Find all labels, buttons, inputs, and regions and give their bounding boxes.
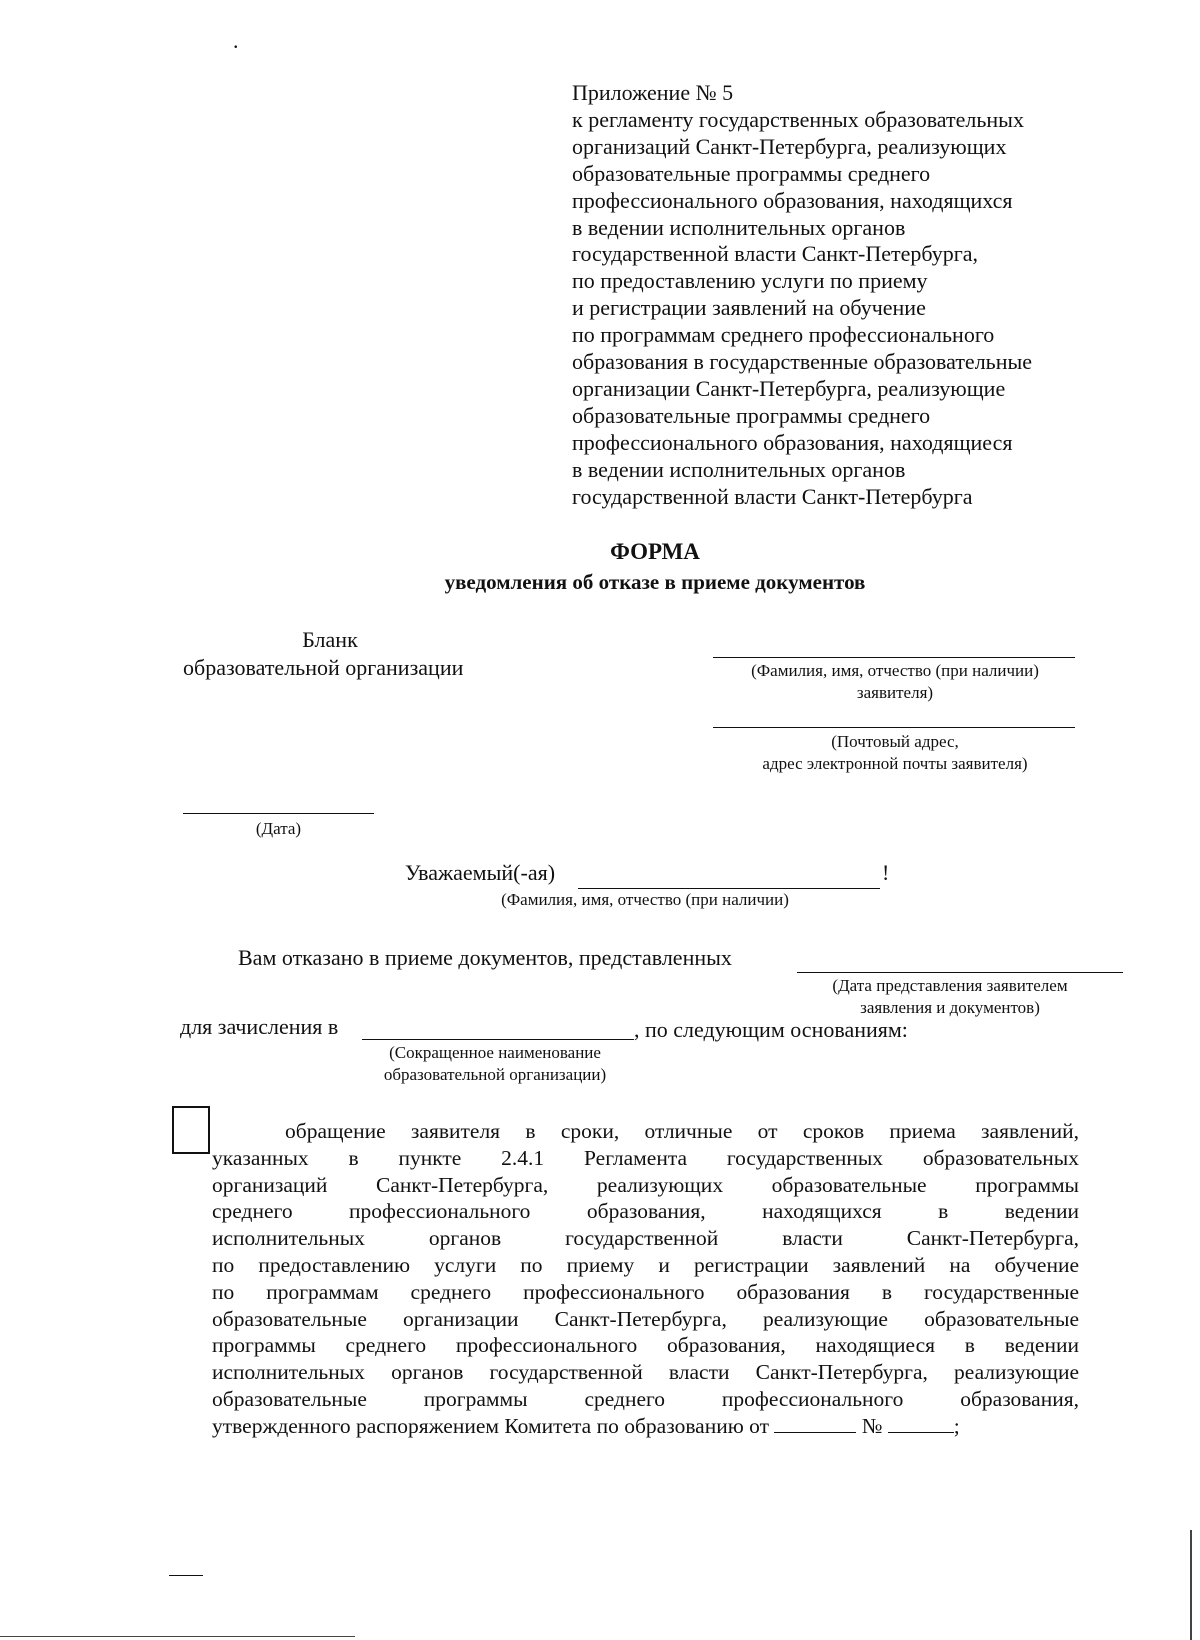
reason-paragraph — [212, 1118, 1079, 1440]
annex-header — [572, 80, 1112, 511]
scan-dot: . — [233, 28, 239, 53]
address-line — [713, 727, 1075, 728]
address-caption — [700, 731, 1090, 775]
reason-line: исполнительных органов государственной власти Санкт-Петербурга, реализующие — [212, 1360, 1079, 1385]
annex-line: Приложение № 5 — [572, 80, 734, 105]
greeting-exclamation: ! — [882, 860, 890, 885]
reason-last-text: утвержденного распоряжением Комитета по образованию от — [212, 1413, 770, 1438]
caption-line: заявления и документов) — [860, 998, 1040, 1017]
reason-line: обращение заявителя в сроки, отличные от сроков приема заявлений, — [285, 1119, 1079, 1143]
date-line — [183, 813, 374, 814]
annex-line: государственной власти Санкт-Петербурга, — [572, 241, 979, 267]
annex-line: профессионального образования, находящихся — [572, 187, 1013, 213]
letterhead-label: Бланк — [302, 627, 358, 652]
reason-line: по программам среднего профессионального образования в государственные — [212, 1279, 1079, 1304]
reason-line: образовательные организации Санкт-Петербурга, реализующие образовательные — [212, 1306, 1079, 1331]
refusal-text: Вам отказано в приеме документов, представленных — [238, 945, 732, 970]
scan-bottom-edge — [0, 1636, 355, 1637]
scan-right-edge — [1190, 1530, 1192, 1640]
caption-line: образовательной организации) — [383, 1065, 607, 1084]
form-title: ФОРМА — [610, 539, 700, 564]
annex-line: образовательные программы среднего — [572, 160, 931, 186]
reason-end: ; — [953, 1413, 960, 1438]
order-number-blank — [888, 1414, 954, 1433]
caption-line: (Почтовый адрес, — [831, 732, 959, 751]
annex-line: организаций Санкт-Петербурга, реализующих — [572, 133, 1007, 159]
enroll-suffix: , по следующим основаниям: — [634, 1017, 908, 1042]
caption-line: (Фамилия, имя, отчество (при наличии) — [751, 661, 1039, 680]
submission-date-caption — [800, 975, 1100, 1019]
org-name-caption — [350, 1042, 640, 1086]
reason-line: по предоставлению услуги по приему и регистрации заявлений на обучение — [212, 1252, 1079, 1277]
org-name-line — [362, 1039, 634, 1040]
annex-line: к регламенту государственных образовательных — [572, 106, 1024, 132]
annex-line: образовательные программы среднего — [572, 402, 931, 428]
order-date-blank — [774, 1414, 856, 1433]
reason-last-line — [212, 1413, 1079, 1440]
annex-line: образования в государственные образовательные — [572, 349, 1033, 375]
reason-line: программы среднего профессионального образования, находящиеся в ведении — [212, 1333, 1079, 1358]
reason-line: среднего профессионального образования, находящихся в ведении — [212, 1199, 1079, 1224]
letterhead-org-label: образовательной организации — [183, 655, 464, 680]
annex-line: в ведении исполнительных органов — [572, 214, 906, 240]
annex-line: организации Санкт-Петербурга, реализующие — [572, 375, 1006, 401]
reason-line: организаций Санкт-Петербурга, реализующих образовательные программы — [212, 1172, 1079, 1197]
form-subtitle: уведомления об отказе в приеме документов — [444, 570, 866, 594]
caption-line: адрес электронной почты заявителя) — [762, 754, 1028, 773]
caption-line: заявителя) — [856, 683, 934, 702]
annex-line: и регистрации заявлений на обучение — [572, 295, 926, 321]
annex-line: государственной власти Санкт-Петербурга — [572, 483, 973, 509]
applicant-name-line — [713, 657, 1075, 658]
greeting-label: Уважаемый(-ая) — [405, 860, 556, 885]
reason-line: исполнительных органов государственной власти Санкт-Петербурга, — [212, 1226, 1079, 1251]
reason-line: образовательные программы среднего профессионального образования, — [212, 1386, 1079, 1411]
annex-line: в ведении исполнительных органов — [572, 456, 906, 482]
applicant-name-caption — [700, 660, 1090, 704]
submission-date-line — [797, 972, 1123, 973]
annex-line: профессионального образования, находящиеся — [572, 429, 1013, 455]
reason-line: указанных в пункте 2.4.1 Регламента государственных образовательных — [212, 1145, 1079, 1170]
enroll-prefix: для зачисления в — [180, 1014, 339, 1039]
number-sign: № — [861, 1413, 883, 1438]
caption-line: (Сокращенное наименование — [389, 1043, 601, 1062]
footnote-separator — [169, 1575, 203, 1576]
reason-checkbox[interactable] — [172, 1106, 210, 1154]
caption-line: (Дата представления заявителем — [832, 976, 1068, 995]
annex-line: по программам среднего профессионального — [572, 322, 995, 348]
date-caption: (Дата) — [255, 819, 302, 838]
annex-line: по предоставлению услуги по приему — [572, 268, 928, 294]
greeting-caption: (Фамилия, имя, отчество (при наличии) — [501, 890, 789, 909]
